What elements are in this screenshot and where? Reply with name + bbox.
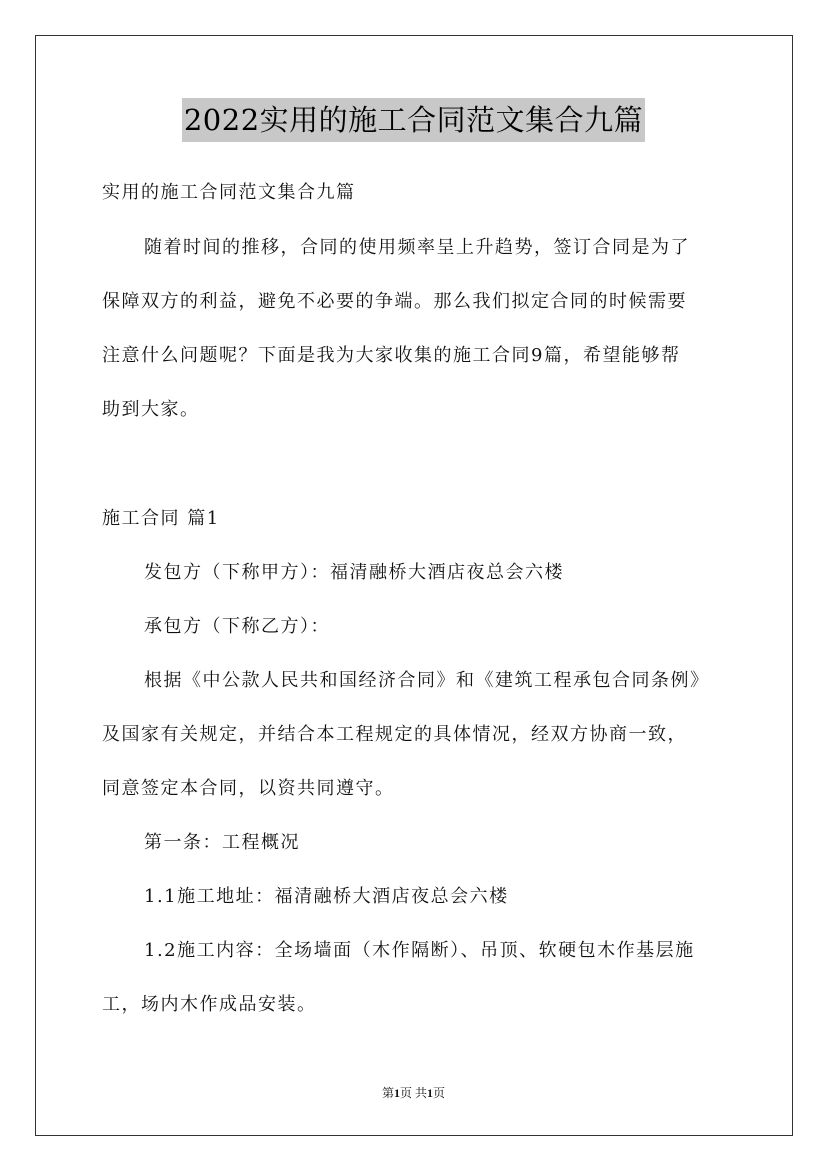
intro-line-3: 注意什么问题呢？下面是我为大家收集的施工合同9篇，希望能够帮 [102,345,681,366]
item-1-2-line-2: 工，场内木作成品安装。 [102,994,317,1015]
section-heading: 施工合同 篇1 [102,508,220,529]
title-container [0,98,827,142]
item-1-1: 1.1施工地址：福清融桥大酒店夜总会六楼 [144,886,509,907]
footer-page-prefix: 第 [381,1086,394,1100]
footer-page-mid: 页 共 [399,1086,427,1100]
intro-line-4: 助到大家。 [102,399,200,420]
article-1-heading: 第一条：工程概况 [144,832,300,853]
basis-line-2: 及国家有关规定，并结合本工程规定的具体情况，经双方协商一致， [102,724,687,745]
basis-line-1: 根据《中公款人民共和国经济合同》和《建筑工程承包合同条例》 [144,670,710,691]
basis-line-3: 同意签定本合同，以资共同遵守。 [102,778,395,799]
party-a-line: 发包方（下称甲方）：福清融桥大酒店夜总会六楼 [144,562,564,583]
item-1-2-line-1: 1.2施工内容：全场墙面（木作隔断）、吊顶、软硬包木作基层施 [144,940,695,961]
document-title: 2022实用的施工合同范文集合九篇 [182,98,645,142]
footer-page-suffix: 页 [433,1086,446,1100]
footer-page-total: 1 [427,1086,433,1100]
footer-page-number: 1 [393,1086,400,1100]
intro-line-1: 随着时间的推移，合同的使用频率呈上升趋势，签订合同是为了 [144,237,690,258]
intro-line-2: 保障双方的利益，避免不必要的争端。那么我们拟定合同的时候需要 [102,291,687,312]
page-footer [0,1084,827,1101]
party-b-line: 承包方（下称乙方）： [144,616,330,637]
document-subtitle: 实用的施工合同范文集合九篇 [102,182,356,203]
